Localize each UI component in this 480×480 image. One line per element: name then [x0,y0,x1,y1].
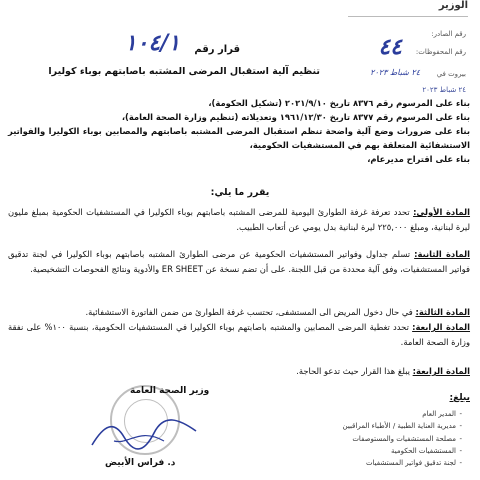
distribution-item: - المدير العام [422,410,462,419]
beirut-date-handwritten: ٢٤ شباط ٢٠٢٣ [370,68,420,77]
distribution-item: - مديرية العناية الطبية / الأطباء المراقبين [342,422,462,431]
article-text: تسلم جداول وفواتير المستشفيات الحكومية عن مرضى الطوارئ المشتبه باصابتهم بوباء الكوليرا في لجنة تدقيق فواتير المستشفيات، وفق آلية محددة من قبل اللجنة. على أن تضم نسخة عن ER SHEET والأدوية ونتائج الفحوصات التشخيصية. [8,249,470,274]
header-divider [348,16,468,17]
distribution-item-label: لجنة تدقيق فواتير المستشفيات [365,459,456,468]
article-4 [8,320,470,350]
distribution-item-label: مصلحة المستشفيات والمستوصفات [352,434,456,443]
article-text: تحدد تعرفة غرفة الطوارئ اليومية للمرضى المشتبه باصابتهم بوباء الكوليرا في المستشفيات الحكومية بمبلغ مليون ليرة لبنانية، ومبلغ ٢٢٥,٠٠٠ ليرة لبنانية بدل يومي عن أتعاب الطبيب. [8,207,470,232]
article-text: في حال دخول المريض الى المستشفى، تحتسب غرفة الطوارئ من ضمن الفاتورة الاستشفائية. [85,307,413,317]
article-2 [8,247,470,277]
preamble-line: بناء على المرسوم رقم ٨٣٧٧ تاريخ ١٩٦١/١٢/٣٠ وتعديلاته (تنظيم وزارة الصحة العامة)، [121,112,470,122]
article-text: يبلغ هذا القرار حيث تدعو الحاجة. [296,366,410,376]
preamble-line: بناء على ضرورات وضع آلية واضحة تنظم استقبال المرضى المشتبه باصابتهم والمصابين بوباء الكوليرا والفواتير الاستشفائية المتعلقة بهم في المستشفيات الحكومية، [8,126,470,150]
article-heading: المادة الثالثة: [415,307,470,317]
date-stamp: ٢٤ شباط ٢٠٢٣ [422,86,466,94]
minister-heading: الوزير [438,0,468,11]
article-heading: المادة الثانية: [414,249,470,259]
article-heading: المادة الأولى: [413,207,471,217]
preamble [8,96,470,166]
distribution-heading: يبلغ: [449,393,470,403]
article-5 [8,364,470,379]
preamble-line: بناء على اقتراح مديرعام، [367,154,470,164]
signatory-title: وزير الصحة العامة [130,386,210,396]
distribution-item-label: المستشفيات الحكومية [390,447,456,456]
preamble-line: بناء على المرسوم رقم ٨٣٧٦ تاريخ ٢٠٢١/٩/١٠ (تشكيل الحكومة)، [208,98,470,108]
distribution-item-label: مديرية العناية الطبية / الأطباء المراقبين [342,422,456,431]
distribution-item: - المستشفيات الحكومية [390,447,462,456]
article-heading: المادة الرابعة: [412,366,470,376]
decree-title: تنظيم آلية استقبال المرضى المشتبه باصابتهم بوباء كوليرا [48,66,320,77]
distribution-item-label: المدير العام [422,410,456,419]
distribution-list [282,408,462,469]
distribution-item: - مصلحة المستشفيات والمستوصفات [352,434,462,443]
article-1 [8,205,470,235]
decree-number-handwritten: ١٠٤/١ [124,30,180,56]
archive-number-label: رقم المحفوظات: [415,48,466,56]
decides-heading: يقرر ما يلي: [210,187,270,198]
beirut-date-label: بيروت في [436,70,466,78]
signatory-name: د. فراس الأبيض [105,458,176,468]
distribution-item: - لجنة تدقيق فواتير المستشفيات [365,459,462,468]
article-3 [8,305,470,320]
decree-label: قرار رقم [194,44,240,55]
handwritten-signature [84,415,204,455]
outgoing-number-label: رقم الصادر: [431,30,466,38]
article-heading: المادة الرابعة: [412,322,471,332]
archive-number-handwritten: ٤٤ [378,34,402,60]
article-text: تحدد تغطية المرضى المصابين والمشتبه باصابتهم بوباء الكوليرا في المستشفيات الحكومية، بنسبة ١٠٠% على نفقة وزارة الصحة العامة. [8,322,470,347]
